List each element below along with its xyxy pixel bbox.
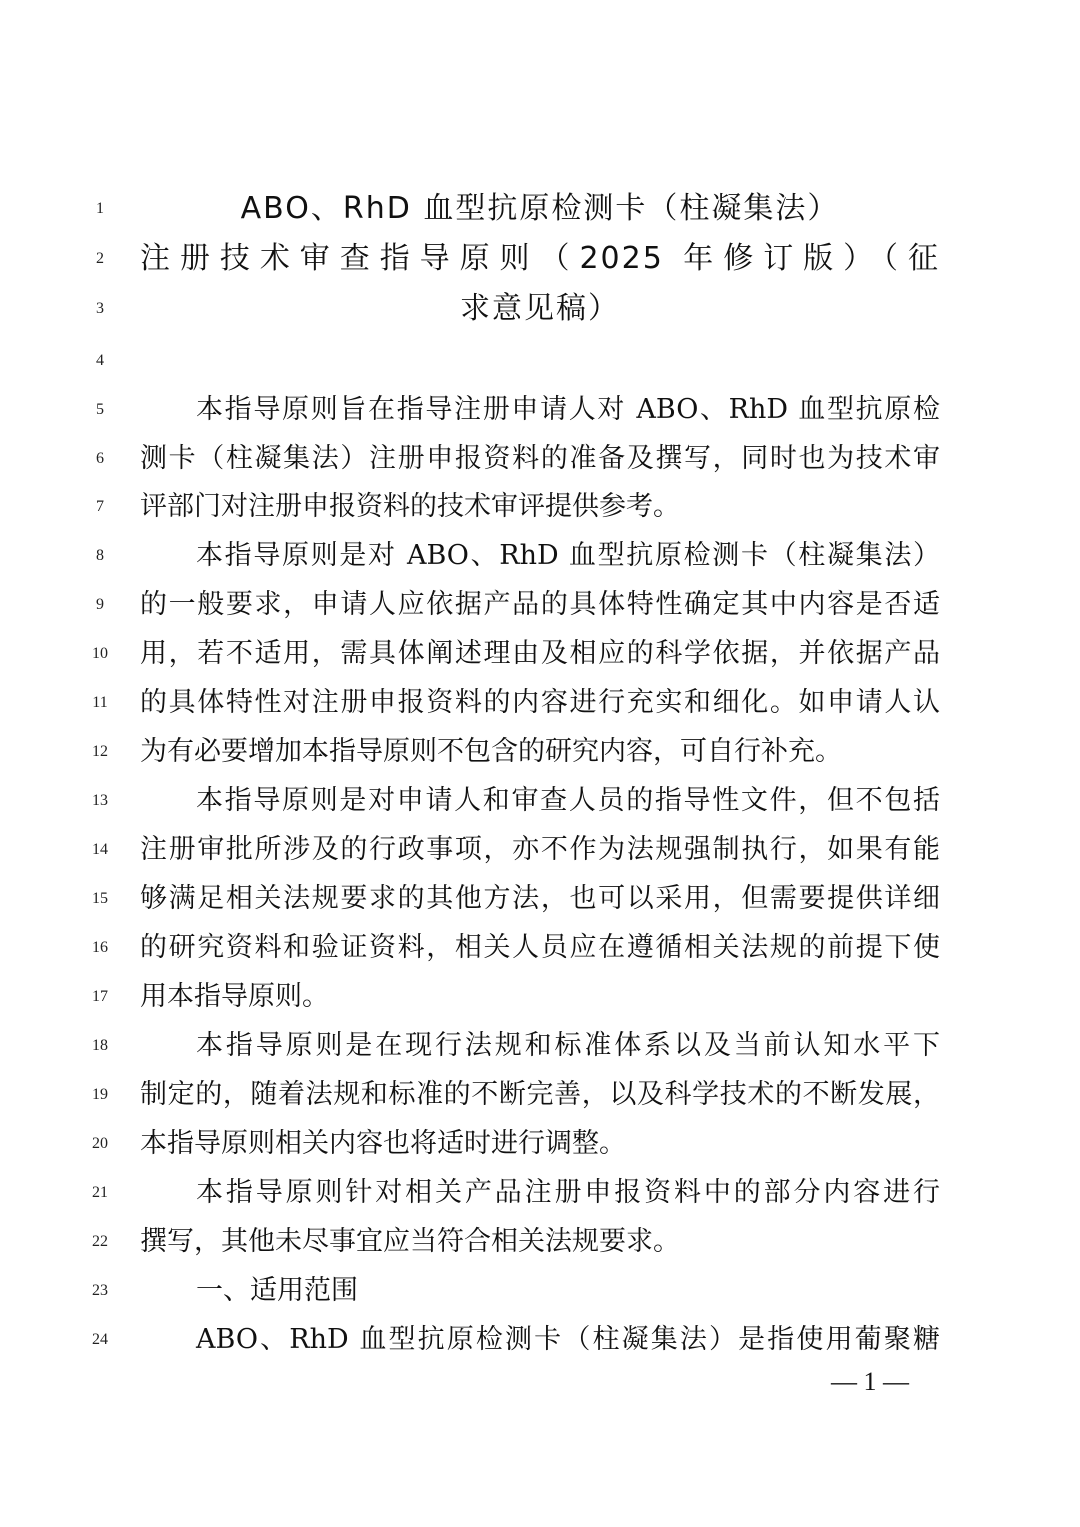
paragraph-text: 的具体特性对注册申报资料的内容进行充实和细化。如申请人认 [140,687,940,718]
body-line [0,974,1080,1020]
paragraph-text: 为有必要增加本指导原则不包含的研究内容，可自行补充。 [140,736,842,767]
paragraph-text: 本指导原则旨在指导注册申请人对 ABO、RhD 血型抗原检 [196,394,940,425]
line-number: 23 [92,1282,108,1299]
paragraph-text: 制定的，随着法规和标准的不断完善，以及科学技术的不断发展， [140,1079,940,1110]
body-line [0,1072,1080,1118]
paragraph-text: 本指导原则是在现行法规和标准体系以及当前认知水平下 [196,1030,940,1061]
line-number: 9 [96,596,104,613]
body-line [0,778,1080,824]
paragraph-text: 的研究资料和验证资料，相关人员应在遵循相关法规的前提下使 [140,932,940,963]
paragraph-text: 本指导原则是对申请人和审查人员的指导性文件，但不包括 [196,785,940,816]
line-number: 1 [96,200,104,217]
line-number: 5 [96,401,104,418]
body-line [0,1317,1080,1363]
line-number: 11 [92,694,108,711]
paragraph-text: 本指导原则相关内容也将适时进行调整。 [140,1128,626,1159]
document-title: 求意见稿） [460,291,620,326]
body-line [0,1023,1080,1069]
line-number: 19 [92,1086,108,1103]
line-number: 20 [92,1135,108,1152]
paragraph-text: 评部门对注册申报资料的技术审评提供参考。 [140,491,680,522]
paragraph-text: ABO、RhD 血型抗原检测卡（柱凝集法）是指使用葡聚糖 [196,1324,940,1355]
line-number: 3 [96,300,104,317]
body-line [0,729,1080,775]
body-line [0,484,1080,530]
line-number: 10 [92,645,108,662]
paragraph-text: 用，若不适用，需具体阐述理由及相应的科学依据，并依据产品 [140,638,940,669]
line-number: 6 [96,450,104,467]
line-number: 15 [92,890,108,907]
section-heading: 一、适用范围 [196,1275,358,1306]
paragraph-text: 测卡（柱凝集法）注册申报资料的准备及撰写，同时也为技术审 [140,443,940,474]
body-line [0,631,1080,677]
body-line [0,436,1080,482]
blank-line [0,338,1080,384]
line-number: 13 [92,792,108,809]
line-number: 12 [92,743,108,760]
body-line [0,387,1080,433]
line-number: 4 [96,352,104,369]
line-number: 24 [92,1331,108,1348]
paragraph-text: 本指导原则针对相关产品注册申报资料中的部分内容进行 [196,1177,940,1208]
body-line [0,925,1080,971]
title-line-3 [0,283,1080,329]
document-title: 注册技术审查指导原则（2025 年修订版）（征 [140,241,940,276]
body-line [0,1170,1080,1216]
paragraph-text: 用本指导原则。 [140,981,329,1012]
paragraph-text: 够满足相关法规要求的其他方法，也可以采用，但需要提供详细 [140,883,940,914]
body-line [0,827,1080,873]
line-number: 21 [92,1184,108,1201]
title-line-1 [0,183,1080,229]
line-number: 22 [92,1233,108,1250]
page-number: — 1 — [831,1367,909,1396]
line-number: 7 [96,498,104,515]
line-number: 17 [92,988,108,1005]
body-line [0,680,1080,726]
paragraph-text: 的一般要求，申请人应依据产品的具体特性确定其中内容是否适 [140,589,940,620]
body-line [0,582,1080,628]
section-heading-line [0,1268,1080,1314]
document-title: ABO、RhD 血型抗原检测卡（柱凝集法） [240,191,840,226]
line-number: 16 [92,939,108,956]
paragraph-text: 撰写，其他未尽事宜应当符合相关法规要求。 [140,1226,680,1257]
line-number: 8 [96,547,104,564]
title-line-2 [0,233,1080,279]
body-line [0,876,1080,922]
line-number: 18 [92,1037,108,1054]
body-line [0,1219,1080,1265]
body-line [0,1121,1080,1167]
line-number: 14 [92,841,108,858]
paragraph-text: 本指导原则是对 ABO、RhD 血型抗原检测卡（柱凝集法） [196,540,940,571]
line-number: 2 [96,250,104,267]
paragraph-text: 注册审批所涉及的行政事项，亦不作为法规强制执行，如果有能 [140,834,940,865]
body-line [0,533,1080,579]
